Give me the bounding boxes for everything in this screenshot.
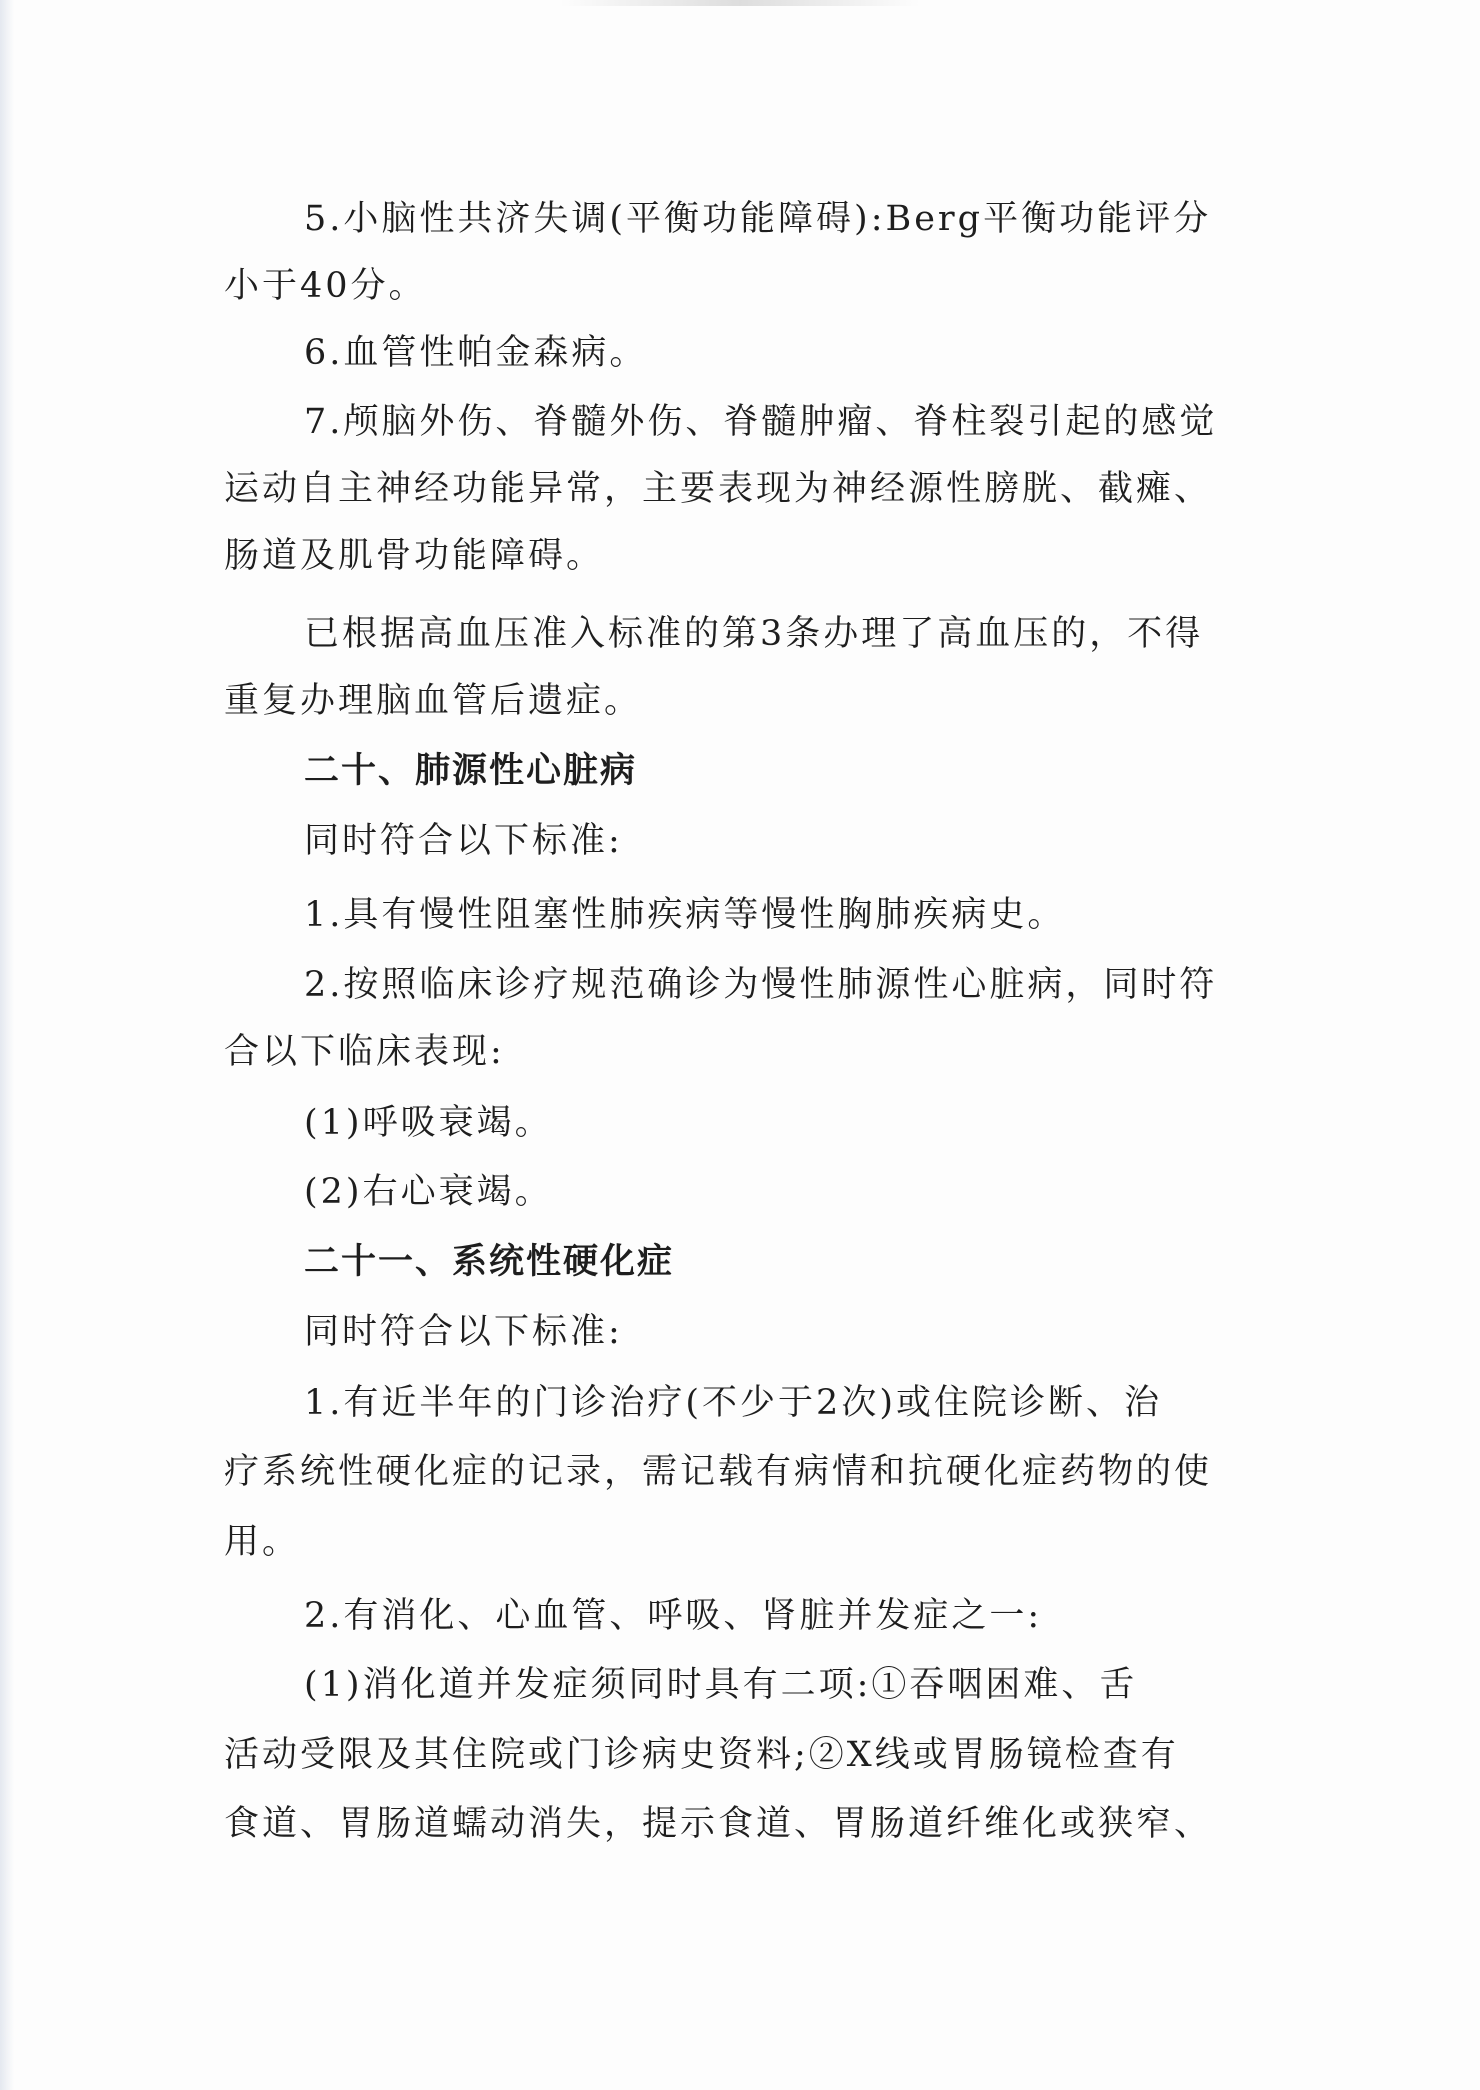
list-item: (1)呼吸衰竭。: [304, 1103, 553, 1143]
paragraph-line: 用。: [224, 1522, 301, 1562]
paragraph-line: 6.血管性帕金森病。: [304, 333, 648, 373]
paragraph-line: 2.有消化、心血管、呼吸、肾脏并发症之一:: [304, 1596, 1043, 1636]
scan-shadow: [0, 0, 14, 2090]
paragraph-line: 重复办理脑血管后遗症。: [224, 681, 643, 721]
paragraph-line: 7.颅脑外伤、脊髓外伤、脊髓肿瘤、脊柱裂引起的感觉: [304, 402, 1218, 442]
list-item: (2)右心衰竭。: [304, 1172, 553, 1212]
paragraph-line: 1.具有慢性阻塞性肺疾病等慢性胸肺疾病史。: [304, 895, 1066, 935]
scan-mark: [560, 0, 920, 6]
list-item: (1)消化道并发症须同时具有二项:①吞咽困难、舌: [304, 1665, 1138, 1705]
paragraph-line: 同时符合以下标准:: [304, 1312, 623, 1352]
paragraph-line: 2.按照临床诊疗规范确诊为慢性肺源性心脏病，同时符: [304, 965, 1218, 1005]
paragraph-line: 食道、胃肠道蠕动消失，提示食道、胃肠道纤维化或狭窄、: [224, 1804, 1213, 1844]
paragraph-line: 肠道及肌骨功能障碍。: [224, 536, 605, 576]
paragraph-line: 同时符合以下标准:: [304, 821, 623, 861]
section-heading: 二十一、系统性硬化症: [304, 1242, 675, 1282]
paragraph-line: 运动自主神经功能异常，主要表现为神经源性膀胱、截瘫、: [224, 469, 1213, 509]
paragraph-line: 疗系统性硬化症的记录，需记载有病情和抗硬化症药物的使: [224, 1452, 1213, 1492]
section-heading: 二十、肺源性心脏病: [304, 751, 638, 791]
paragraph-line: 5.小脑性共济失调(平衡功能障碍):Berg平衡功能评分: [304, 199, 1212, 239]
paragraph-line: 已根据高血压准入标准的第3条办理了高血压的，不得: [304, 614, 1204, 654]
paragraph-line: 1.有近半年的门诊治疗(不少于2次)或住院诊断、治: [304, 1383, 1162, 1423]
paragraph-line: 小于40分。: [224, 266, 427, 306]
paragraph-line: 活动受限及其住院或门诊病史资料;②X线或胃肠镜检查有: [224, 1735, 1179, 1775]
paragraph-line: 合以下临床表现:: [224, 1032, 505, 1072]
